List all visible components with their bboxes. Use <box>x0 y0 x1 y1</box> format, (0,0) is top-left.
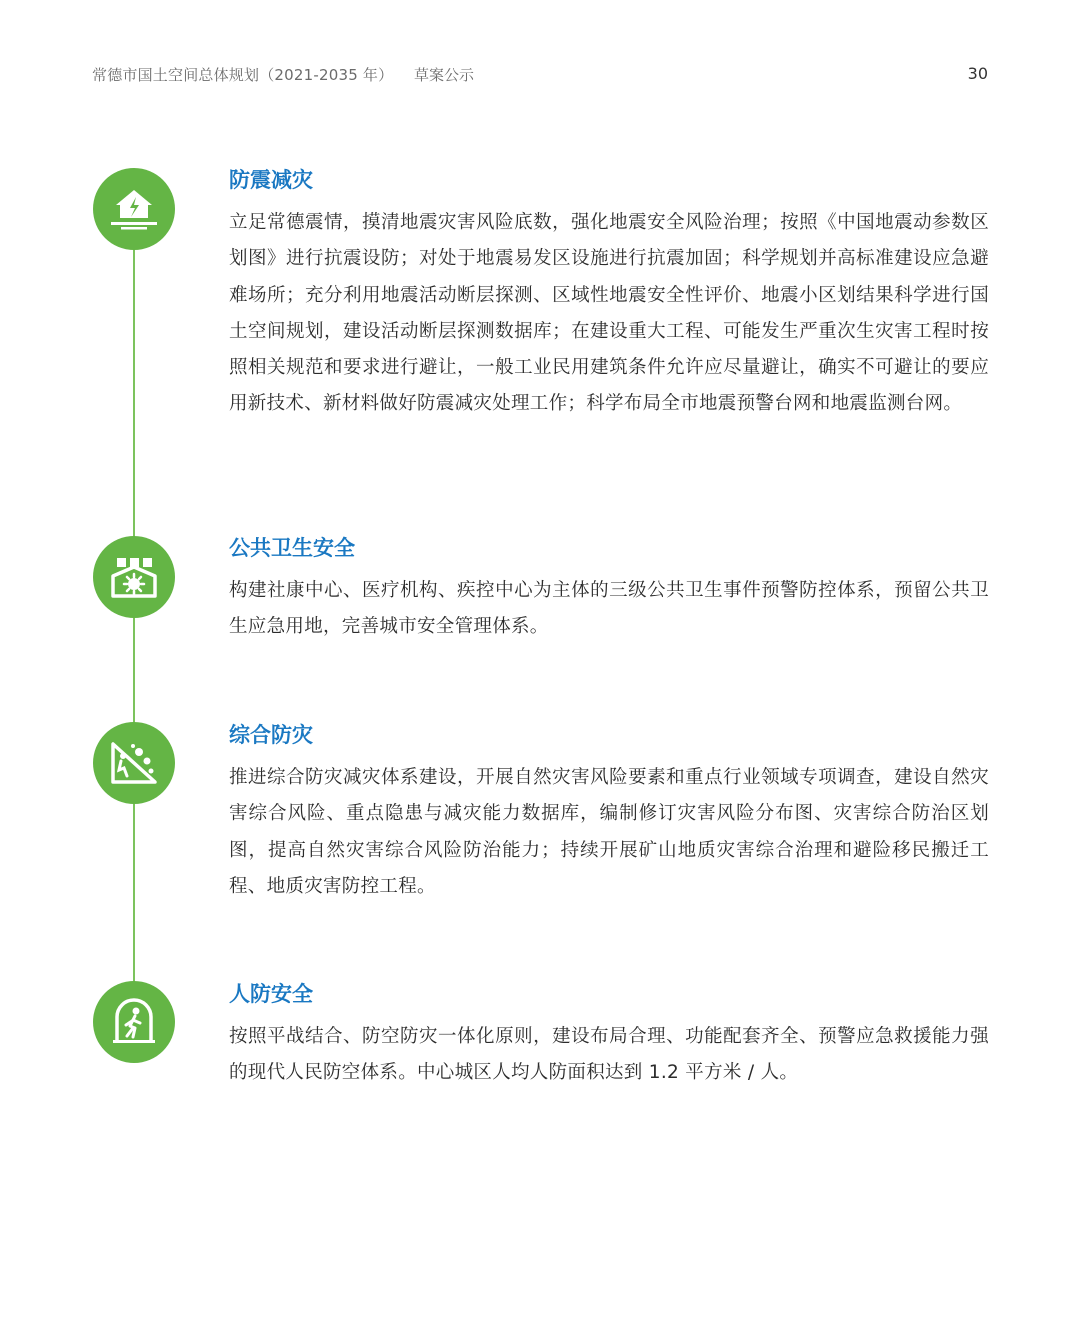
section-civil-air-defense <box>229 981 989 1092</box>
air-raid-shelter-exit-icon <box>93 981 175 1063</box>
page-header <box>92 64 988 86</box>
landslide-icon <box>93 722 175 804</box>
section-title: 人防安全 <box>229 982 313 1006</box>
section-title: 防震减灾 <box>229 168 313 192</box>
section-earthquake-prevention <box>229 167 989 423</box>
section-title: 综合防灾 <box>229 723 313 747</box>
earthquake-house-icon <box>93 168 175 250</box>
section-body: 构建社康中心、医疗机构、疾控中心为主体的三级公共卫生事件预警防控体系，预留公共卫生应急用地，完善城市安全管理体系。 <box>229 580 989 638</box>
section-body: 立足常德震情，摸清地震灾害风险底数，强化地震安全风险治理；按照《中国地震动参数区划图》进行抗震设防；对处于地震易发区设施进行抗震加固；科学规划并高标准建设应急避难场所；充分利用地震活动断层探测、区域性地震安全性评价、地震小区划结果科学进行国土空间规划，建设活动断层探测数据库；在建设重大工程、可能发生严重次生灾害工程时按照相关规范和要求进行避让，一般工业民用建筑条件允许应尽量避让，确实不可避让的要应用新技术、新材料做好防震减灾处理工作；科学布局全市地震预警台网和地震监测台网。 <box>229 212 989 415</box>
section-public-health <box>229 535 989 646</box>
timeline-line <box>133 230 135 1010</box>
section-title: 公共卫生安全 <box>229 536 355 560</box>
document-title: 常德市国土空间总体规划（2021-2035 年） <box>92 66 394 84</box>
section-body: 推进综合防灾减灾体系建设，开展自然灾害风险要素和重点行业领域专项调查，建设自然灾害综合风险、重点隐患与减灾能力数据库，编制修订灾害风险分布图、灾害综合防治区划图，提高自然灾害综合风险防治能力；持续开展矿山地质灾害综合治理和避险移民搬迁工程、地质灾害防控工程。 <box>229 767 989 897</box>
page-number: 30 <box>967 64 988 83</box>
section-body: 按照平战结合、防空防灾一体化原则，建设布局合理、功能配套齐全、预警应急救援能力强的现代人民防空体系。中心城区人均人防面积达到 1.2 平方米 / 人。 <box>229 1026 989 1084</box>
document-status: 草案公示 <box>414 66 475 84</box>
public-health-virus-icon <box>93 536 175 618</box>
section-comprehensive-disaster-prevention <box>229 722 989 905</box>
